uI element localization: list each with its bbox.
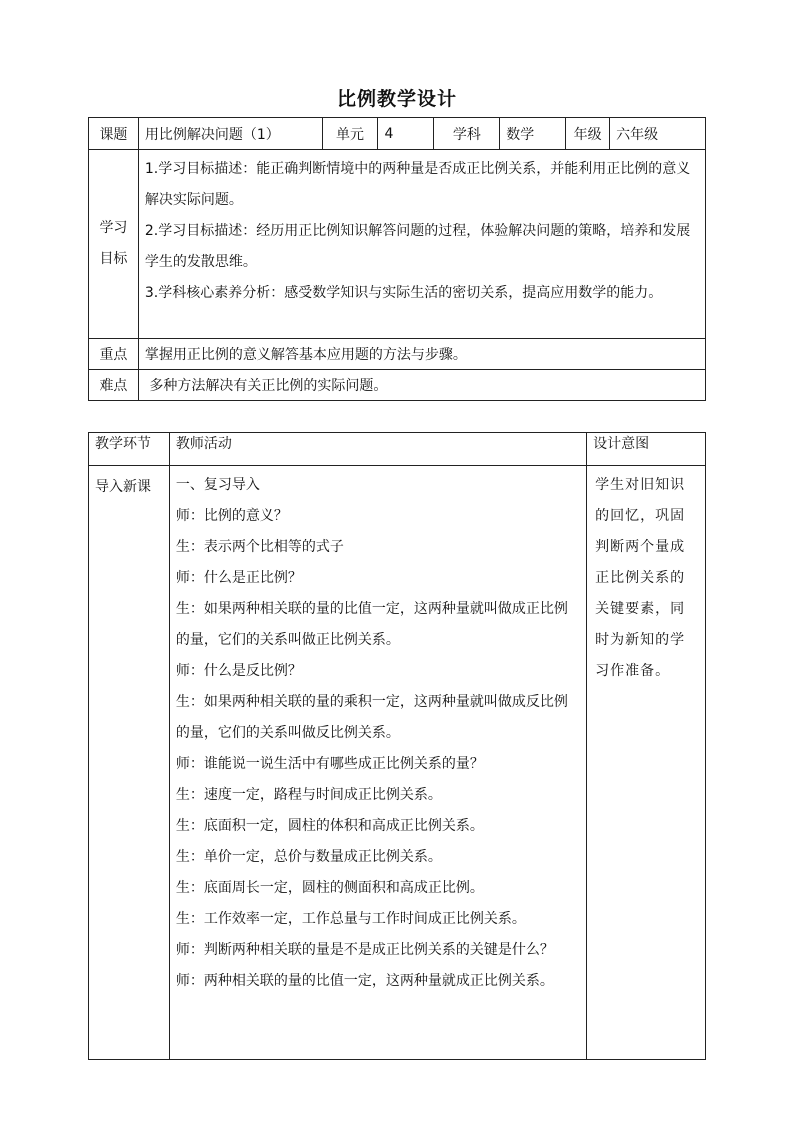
- subject-value: 数学: [500, 118, 566, 150]
- page-title: 比例教学设计: [336, 88, 457, 110]
- activity-line: 生：单价一定，总价与数量成正比例关系。: [175, 849, 442, 865]
- header-stage: 教学环节: [89, 433, 170, 466]
- topic-value: 用比例解决问题（1）: [138, 118, 322, 150]
- info-row: [89, 118, 706, 150]
- goals-content: [138, 150, 705, 339]
- activity-line: 一、复习导入: [175, 477, 260, 493]
- activity-line: 生：表示两个比相等的式子: [175, 539, 344, 555]
- unit-label: 单元: [322, 118, 378, 150]
- activity-line: 师：谁能说一说生活中有哪些成正比例关系的量？: [175, 756, 484, 772]
- activity-line: 师：什么是反比例？: [175, 663, 302, 679]
- unit-value: 4: [378, 118, 434, 150]
- activity-line: 生：速度一定，路程与时间成正比例关系。: [175, 787, 442, 803]
- key-point-row: [89, 339, 706, 370]
- difficult-point-label: 难点: [89, 370, 139, 401]
- subject-label: 学科: [434, 118, 500, 150]
- activity-line: 师：两种相关联的量的比值一定，这两种量就成正比例关系。: [175, 973, 554, 989]
- course-info-table: [88, 117, 706, 401]
- activity-line: 生：如果两种相关联的量的比值一定，这两种量就叫做成正比例的量，它们的关系叫做正比例关系。: [175, 601, 568, 648]
- stage-cell: 导入新课: [89, 466, 170, 1060]
- grade-label: 年级: [566, 118, 610, 150]
- activity-line: 生：底面周长一定，圆柱的侧面积和高成正比例。: [175, 880, 484, 896]
- difficult-point-value: 多种方法解决有关正比例的实际问题。: [138, 370, 705, 401]
- activity-line: 生：工作效率一定，工作总量与工作时间成正比例关系。: [175, 911, 526, 927]
- topic-label: 课题: [89, 118, 139, 150]
- goals-row: [89, 150, 706, 339]
- lesson-plan-table: [88, 432, 706, 1060]
- goals-label: [89, 150, 139, 339]
- goal-3: 3.学科核心素养分析：感受数学知识与实际生活的密切关系，提高应用数学的能力。: [144, 285, 663, 301]
- activity-line: 师：什么是正比例？: [175, 570, 302, 586]
- lesson-header-row: [89, 433, 706, 466]
- goals-label-line-2: 目标: [99, 251, 128, 267]
- goal-1: 1.学习目标描述：能正确判断情境中的两种量是否成正比例关系，并能利用正比例的意义解决实际问题。: [144, 161, 691, 208]
- grade-value: 六年级: [610, 118, 706, 150]
- header-intent: 设计意图: [587, 433, 706, 466]
- goals-label-line-1: 学习: [99, 220, 128, 236]
- activity-line: 生：底面积一定，圆柱的体积和高成正比例关系。: [175, 818, 484, 834]
- key-point-label: 重点: [89, 339, 139, 370]
- header-activity: 教师活动: [169, 433, 586, 466]
- activity-line: 生：如果两种相关联的量的乘积一定，这两种量就叫做成反比例的量，它们的关系叫做反比例关系。: [175, 694, 568, 741]
- goal-2: 2.学习目标描述：经历用正比例知识解答问题的过程，体验解决问题的策略，培养和发展学生的发散思维。: [144, 223, 691, 270]
- difficult-point-row: [89, 370, 706, 401]
- lesson-row: [89, 466, 706, 1060]
- activity-line: 师：比例的意义？: [175, 508, 288, 524]
- activity-cell: [169, 466, 586, 1060]
- activity-line: 师：判断两种相关联的量是不是成正比例关系的关键是什么？: [175, 942, 554, 958]
- key-point-value: 掌握用正比例的意义解答基本应用题的方法与步骤。: [138, 339, 705, 370]
- intent-cell: 学生对旧知识的回忆，巩固判断两个量成正比例关系的关键要素，同时为新知的学习作准备。: [587, 466, 706, 1060]
